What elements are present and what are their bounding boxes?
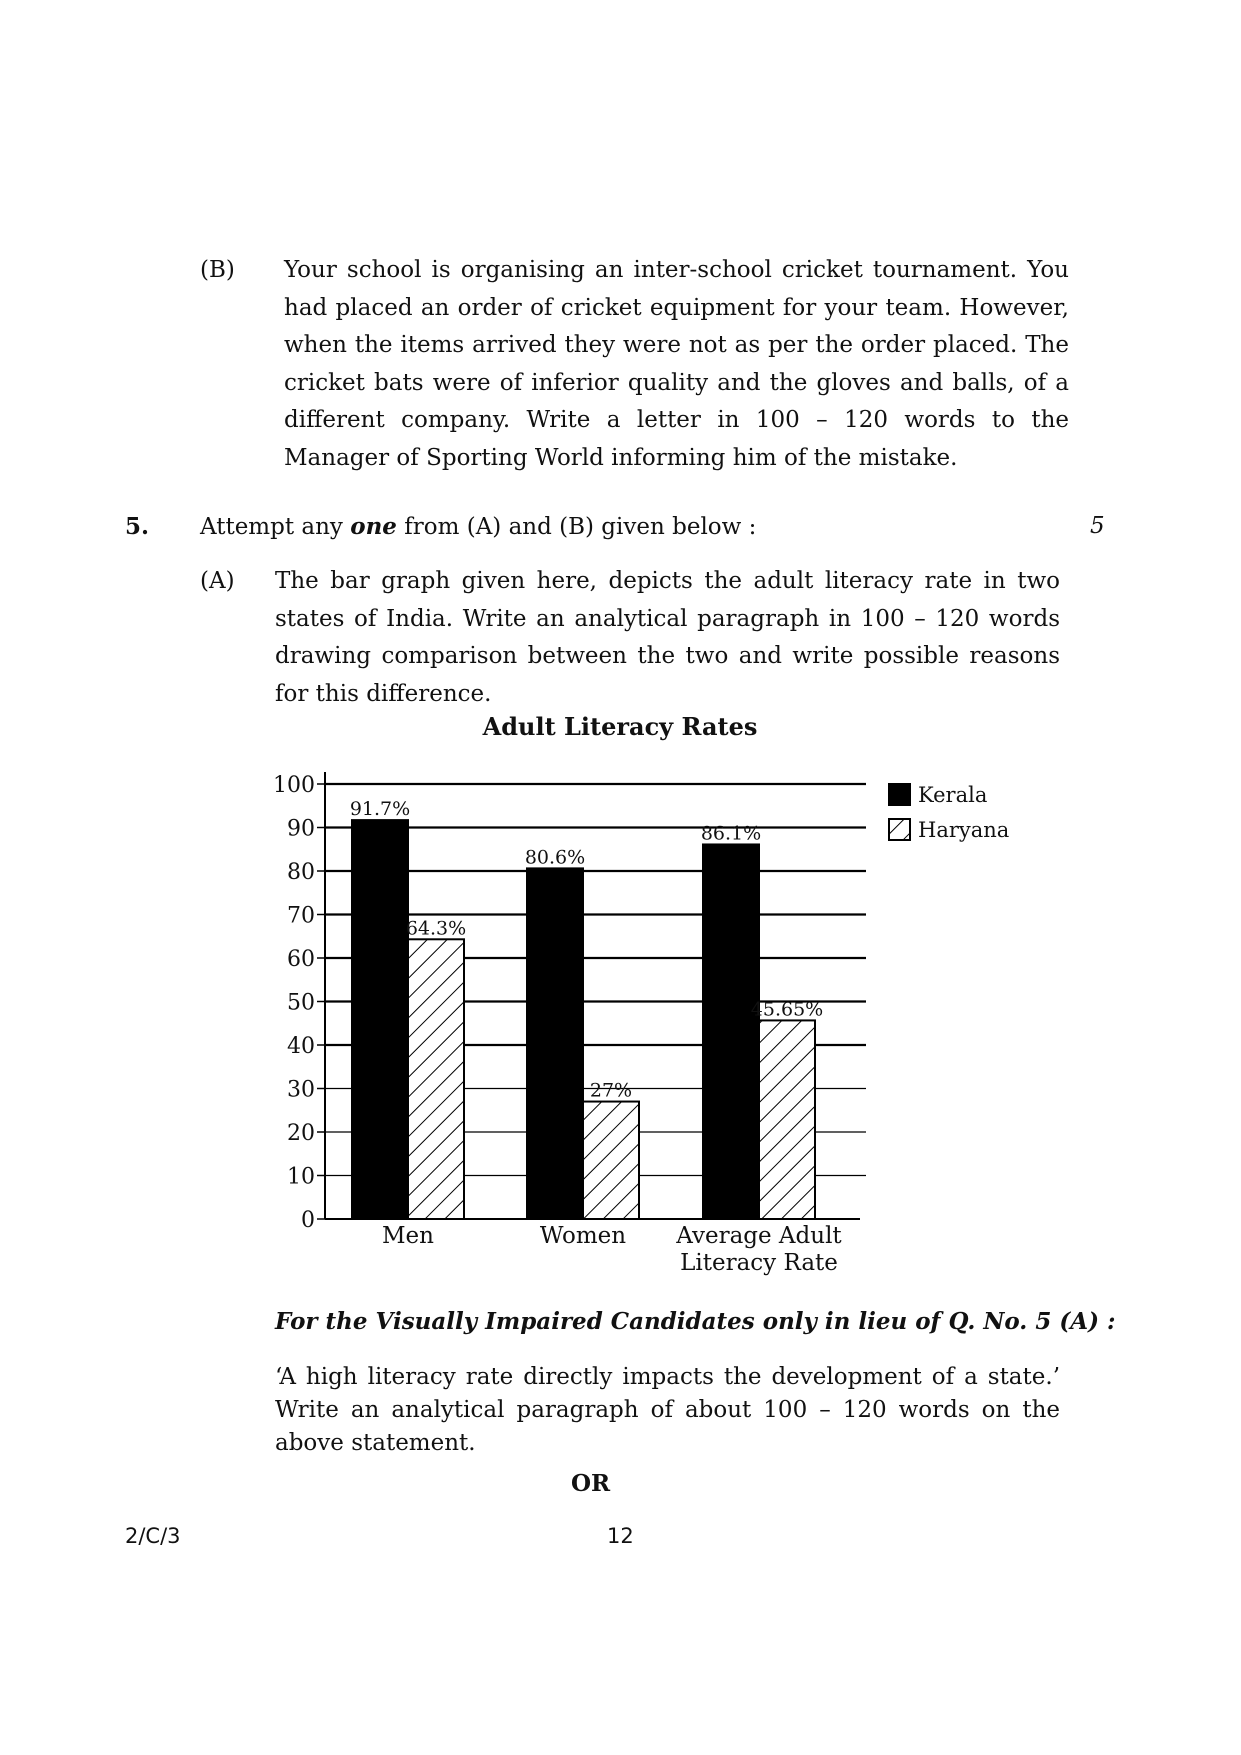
instruction-suffix: from (A) and (B) given below : [404, 514, 757, 540]
category-label: Literacy Rate [680, 1250, 838, 1276]
paper-code: 2/C/3 [125, 1524, 181, 1548]
category-label: Men [382, 1223, 434, 1249]
chart-legend [889, 783, 1009, 842]
question-5a-label: (A) [200, 568, 235, 594]
category-label: Women [539, 1223, 627, 1249]
y-tick-label: 90 [287, 816, 315, 842]
visually-impaired-heading: For the Visually Impaired Candidates only in lieu of Q. No. 5 (A) : [275, 1308, 1116, 1335]
chart-bars [350, 798, 823, 1219]
data-label: 27% [589, 1079, 633, 1102]
legend-swatch-kerala [889, 784, 910, 805]
question-5-number: 5. [125, 513, 150, 540]
bar-kerala [703, 844, 759, 1219]
y-tick-label: 30 [287, 1077, 315, 1103]
bar-haryana [759, 1020, 815, 1219]
y-tick-label: 50 [287, 990, 315, 1016]
instruction-prefix: Attempt any [200, 514, 343, 540]
y-tick-label: 40 [287, 1034, 315, 1059]
instruction-emphasis: one [350, 513, 397, 540]
question-5-marks: 5 [1090, 513, 1105, 539]
page-number: 12 [607, 1524, 634, 1548]
bar-haryana [583, 1102, 639, 1219]
y-tick-label: 100 [273, 773, 315, 798]
y-tick-labels [273, 773, 315, 1233]
or-separator: OR [571, 1470, 611, 1497]
chart-title: Adult Literacy Rates [482, 712, 758, 741]
legend-label-kerala: Kerala [918, 783, 988, 807]
question-4b-text: Your school is organising an inter-school cricket tournament. You had placed an order of cricket equipment for your team. However, when the items arrived they were not as per the order placed. The cricket bats were of inferior quality and the gloves and balls, of a different company. Write a letter in 100 – 120 words to the Manager of Sporting World informing him of the mistake. [284, 257, 1069, 471]
question-4b-label: (B) [200, 257, 235, 283]
y-tick-label: 60 [287, 947, 315, 972]
y-tick-label: 70 [287, 903, 315, 929]
visually-impaired-text: ‘A high literacy rate directly impacts the development of a state.’ Write an analytical paragraph of about 100 – 120 words on the above statement. [275, 1364, 1060, 1456]
legend-swatch-haryana [889, 819, 910, 840]
bar-kerala [527, 868, 583, 1219]
legend-label-haryana: Haryana [918, 818, 1010, 842]
data-label: 45.65% [750, 998, 824, 1021]
y-tick-label: 80 [287, 860, 315, 885]
data-label: 64.3% [405, 917, 467, 940]
bar-haryana [408, 939, 464, 1219]
category-label: Average Adult [676, 1223, 842, 1249]
bar-kerala [352, 820, 408, 1219]
y-tick-label: 20 [287, 1121, 315, 1146]
y-tick-label: 0 [301, 1208, 315, 1233]
y-tick-label: 10 [287, 1164, 315, 1190]
data-label: 80.6% [524, 846, 586, 869]
data-label: 86.1% [700, 822, 762, 845]
data-label: 91.7% [349, 798, 411, 821]
x-category-labels [382, 1223, 842, 1276]
question-5a-text: The bar graph given here, depicts the adult literacy rate in two states of India. Write an analytical paragraph in 100 – 120 words drawing comparison between the two and write possible reasons for this difference. [275, 568, 1060, 707]
